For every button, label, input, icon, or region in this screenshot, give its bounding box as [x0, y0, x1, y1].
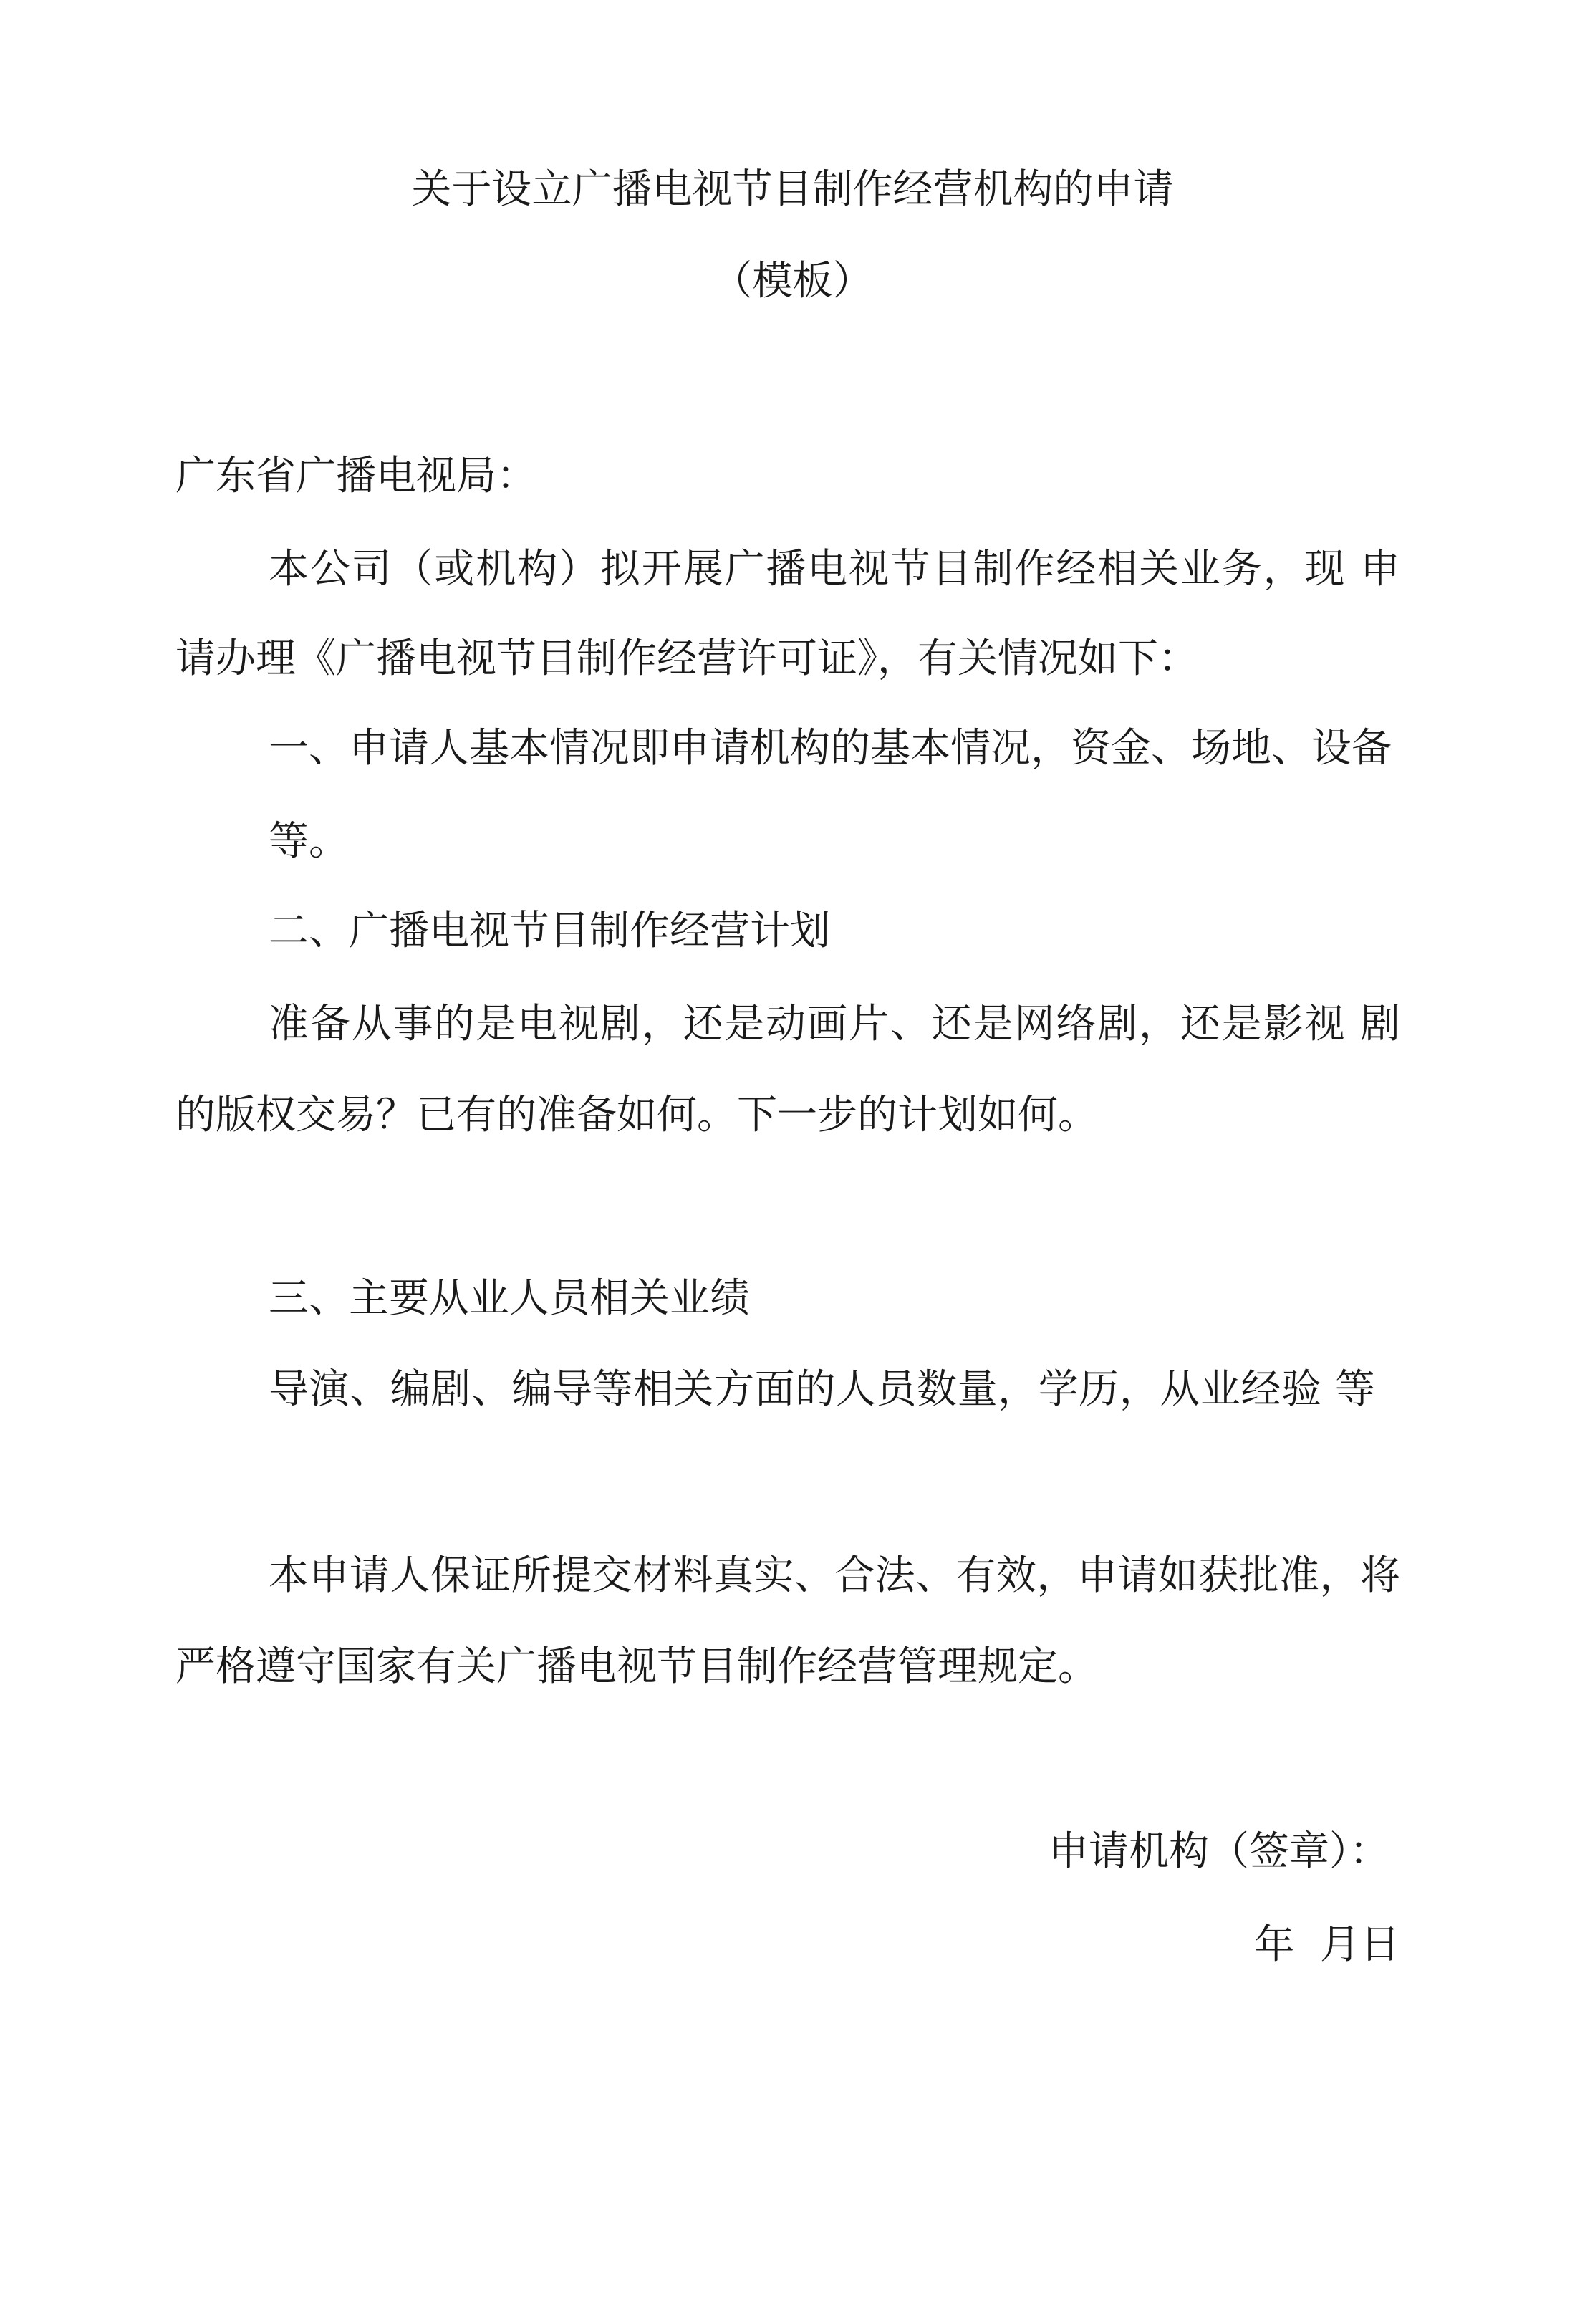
date-label: 年 月日 [1254, 1921, 1400, 1968]
guarantee-line-1: 本申请人保证所提交材料真实、合法、有效，申请如获批准，将 [269, 1552, 1400, 1599]
section-3-heading: 三、主要从业人员相关业绩 [269, 1275, 750, 1322]
section-2-heading: 二、广播电视节目制作经营计划 [269, 908, 830, 954]
intro-paragraph-line-1: 本公司（或机构）拟开展广播电视节目制作经相关业务，现 申 [269, 546, 1400, 592]
section-1-line-2: 等。 [269, 818, 349, 865]
guarantee-line-2: 严格遵守国家有关广播电视节目制作经营管理规定。 [175, 1643, 1098, 1690]
section-2-body-line-1: 准备从事的是电视剧，还是动画片、还是网络剧，还是影视 剧 [269, 1001, 1400, 1047]
section-3-body: 导演、编剧、编导等相关方面的人员数量，学历，从业经验 等 [269, 1366, 1375, 1413]
signature-label: 申请机构（签章）： [1049, 1828, 1389, 1875]
addressee: 广东省广播电视局： [175, 453, 536, 499]
document-subtitle: （模板） [712, 258, 873, 304]
section-1-line-1: 一、申请人基本情况即申请机构的基本情况，资金、场地、设备 [269, 725, 1392, 772]
intro-paragraph-line-2: 请办理《广播电视节目制作经营许可证》，有关情况如下： [175, 635, 1198, 682]
document-title: 关于设立广播电视节目制作经营机构的申请 [411, 166, 1174, 213]
section-2-body-line-2: 的版权交易？已有的准备如何。下一步的计划如何。 [175, 1092, 1098, 1138]
